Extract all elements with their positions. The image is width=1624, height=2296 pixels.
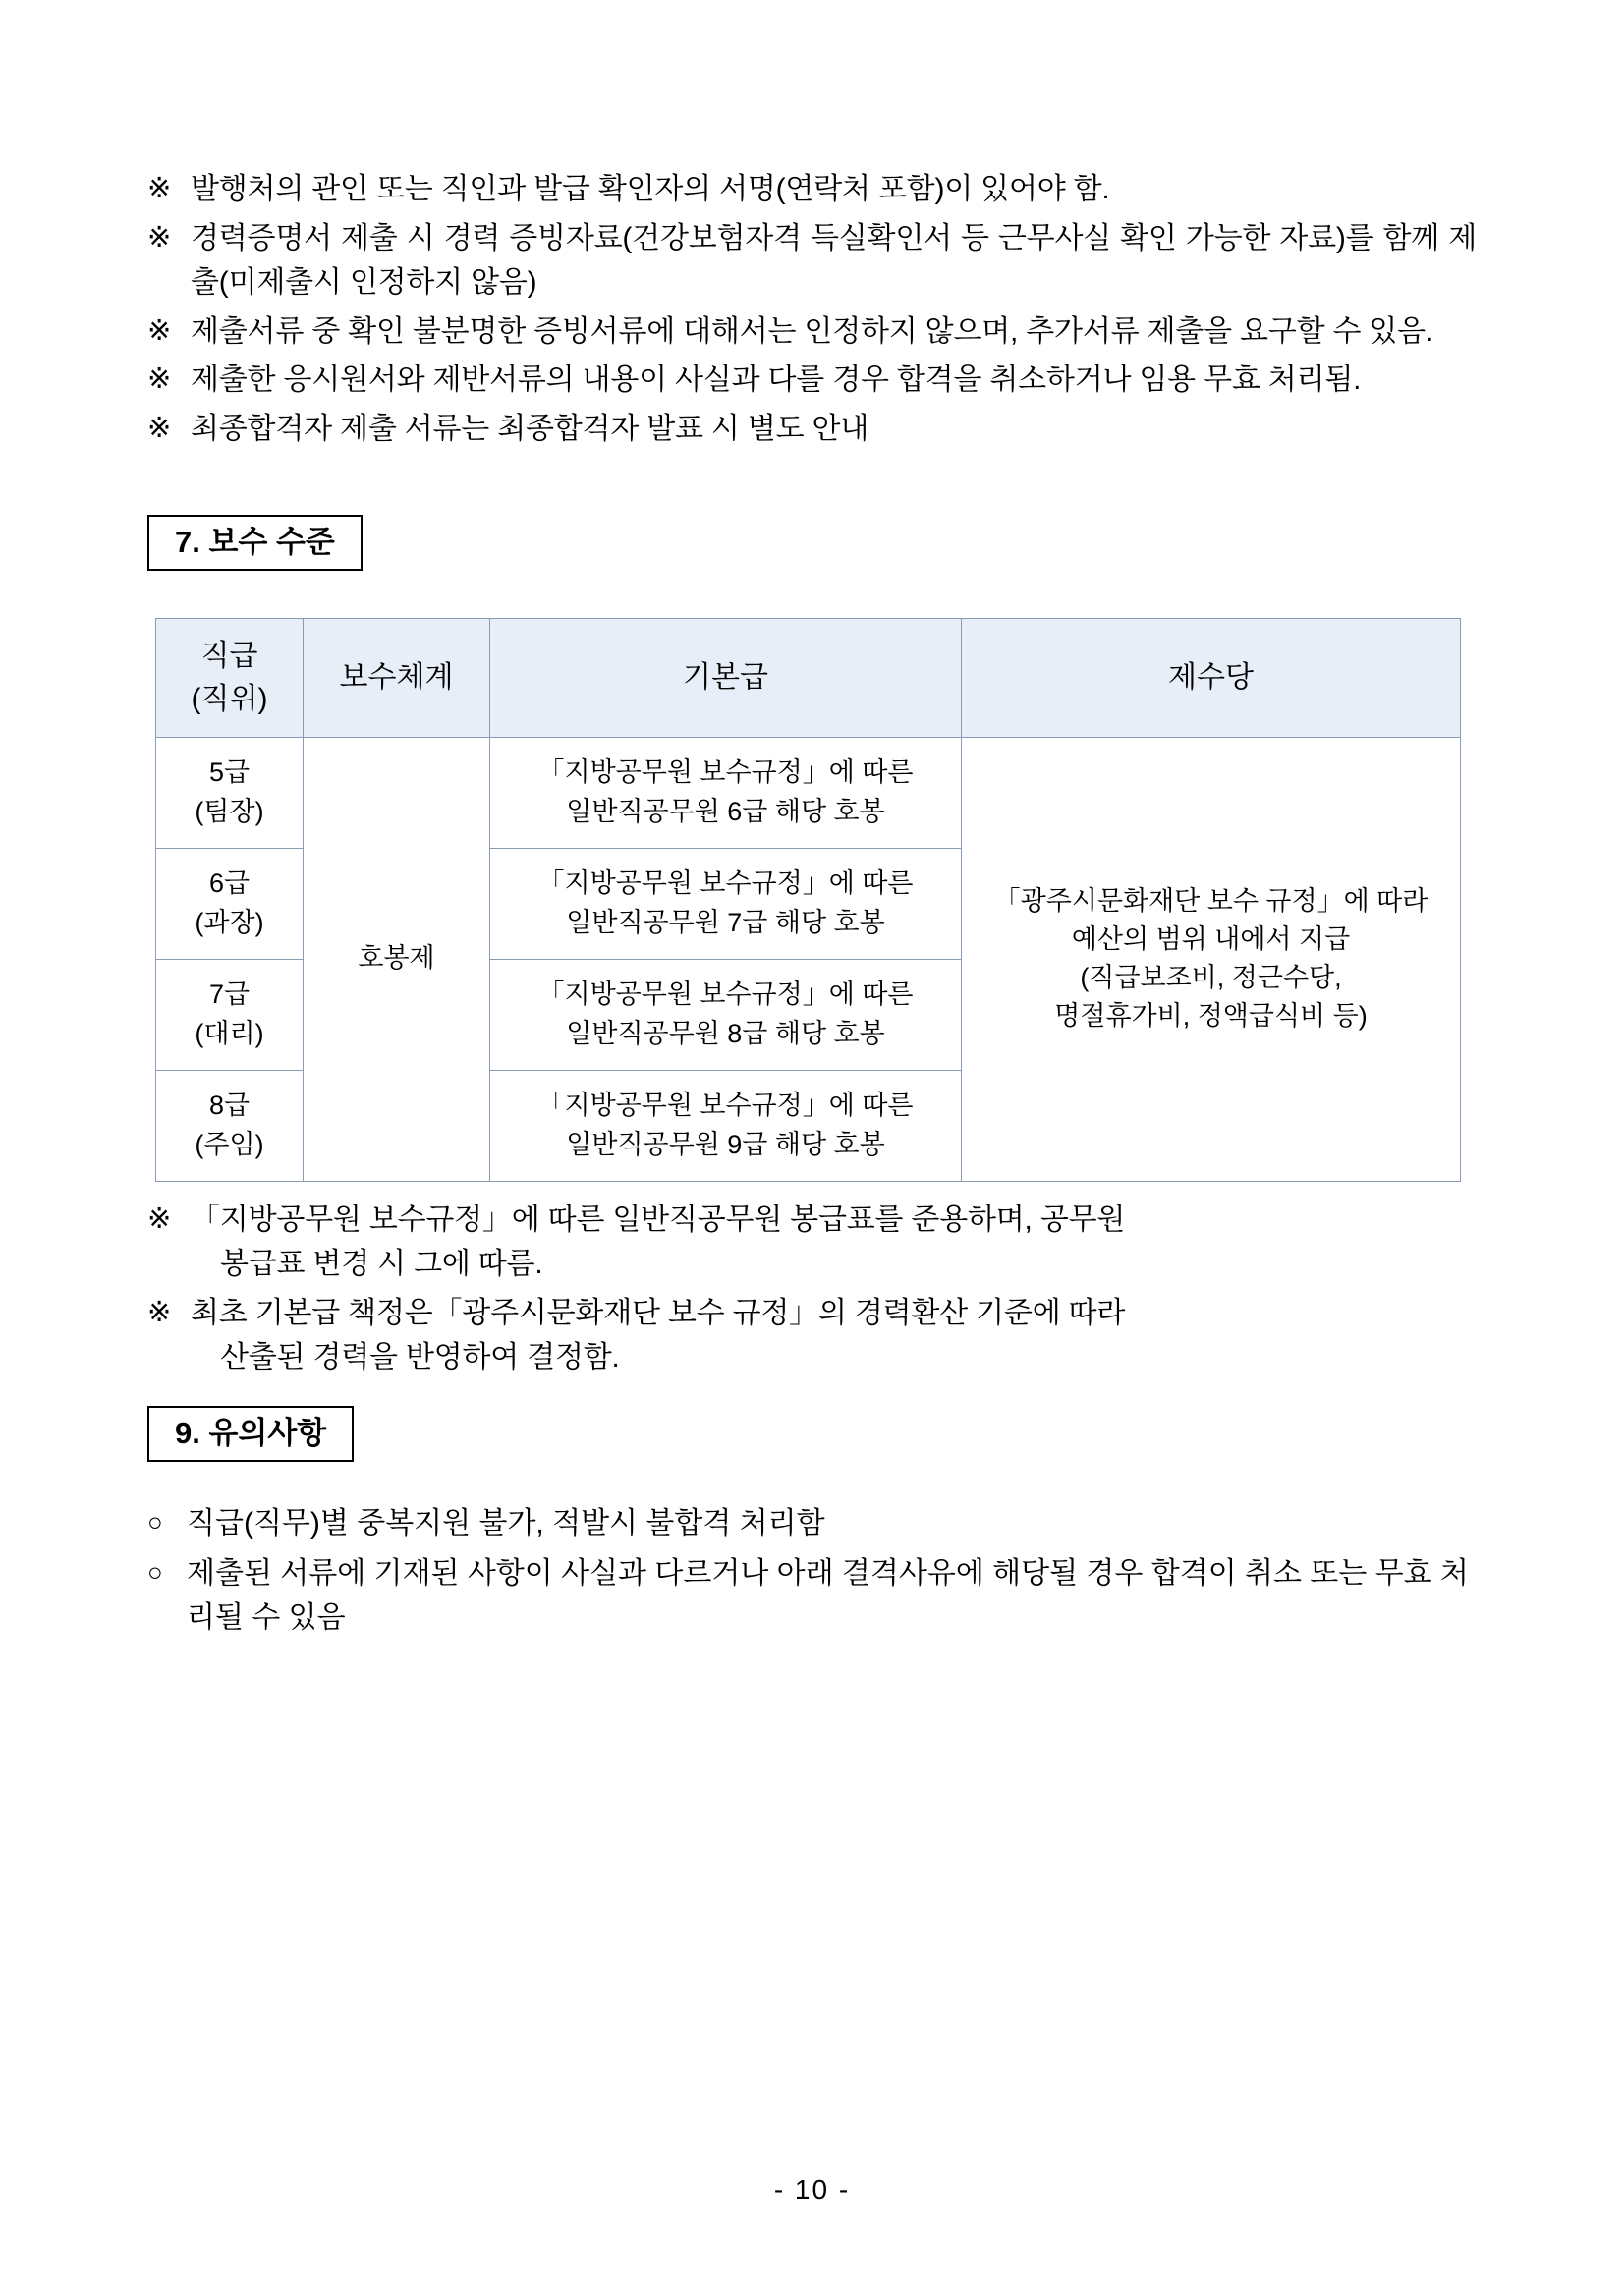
note-text: 최종합격자 제출 서류는 최종합격자 발표 시 별도 안내 [191,412,869,445]
cell-base-pay-line2: 일반직공무원 8급 해당 호봉 [566,1018,885,1048]
list-item [147,1501,1477,1545]
column-header-grade-line2: (직위) [191,682,268,715]
note-text-line2: 봉급표 변경 시 그에 따름. [220,1248,543,1281]
cell-base-pay [490,848,962,959]
note-text: 제출한 응시원서와 제반서류의 내용이 사실과 다를 경우 합격을 취소하거나 임용 무효 처리됨. [191,364,1362,397]
reference-mark-icon: ※ [147,173,172,204]
precautions-list [147,1501,1477,1640]
cell-base-pay-line1: 「지방공무원 보수규정」에 따른 [537,868,914,899]
list-item [147,1551,1477,1640]
cell-allowance [962,737,1461,1181]
cell-grade-line2: (팀장) [195,796,264,826]
cell-base-pay-line1: 「지방공무원 보수규정」에 따른 [537,757,914,788]
cell-grade-line1: 7급 [208,980,251,1010]
cell-base-pay-line2: 일반직공무원 6급 해당 호봉 [566,796,885,826]
column-header-grade [156,618,304,737]
note-item [147,167,1477,212]
cell-grade-line1: 6급 [208,868,251,899]
column-header-allowance: 제수당 [962,618,1461,737]
list-item-text: 제출된 서류에 기재된 사항이 사실과 다르거나 아래 결격사유에 해당될 경우 합격이 취소 또는 무효 처리될 수 있음 [187,1556,1469,1634]
table-row [156,737,1461,848]
cell-grade-line2: (대리) [195,1018,264,1048]
cell-grade-line2: (주임) [195,1129,264,1159]
section-heading-precautions: 9. 유의사항 [147,1406,354,1462]
list-item-text: 직급(직무)별 중복지원 불가, 적발시 불합격 처리함 [187,1506,825,1540]
pay-level-table [155,618,1461,1182]
cell-grade [156,737,304,848]
note-text-line1: 「지방공무원 보수규정」에 따른 일반직공무원 봉급표를 준용하며, 공무원 [191,1203,1126,1236]
table-header-row [156,618,1461,737]
cell-grade [156,1070,304,1181]
cell-grade-line1: 8급 [208,1091,251,1121]
cell-base-pay [490,737,962,848]
note-text-line1: 최초 기본급 책정은「광주시문화재단 보수 규정」의 경력환산 기준에 따라 [191,1296,1126,1329]
note-text: 경력증명서 제출 시 경력 증빙자료(건강보험자격 득실확인서 등 근무사실 확인 가능한 자료)를 함께 제출(미제출시 인정하지 않음) [191,221,1477,300]
cell-base-pay-line2: 일반직공무원 7급 해당 호봉 [566,907,885,937]
top-note-list [147,167,1477,452]
cell-allowance-line1: 「광주시문화재단 보수 규정」에 따라 [993,885,1428,916]
page-number: - 10 - [773,2174,851,2205]
section-heading-pay-level: 7. 보수 수준 [147,515,363,571]
column-header-pay-system: 보수체계 [304,618,490,737]
note-item [147,1291,1477,1380]
reference-mark-icon: ※ [147,314,172,347]
reference-mark-icon: ※ [147,221,172,253]
circle-bullet-icon: ○ [147,1506,163,1537]
note-item [147,309,1477,355]
cell-allowance-line2: 예산의 범위 내에서 지급 [1071,924,1351,954]
cell-pay-system: 호봉제 [304,737,490,1181]
circle-bullet-icon: ○ [147,1556,163,1587]
cell-base-pay [490,1070,962,1181]
cell-grade-line2: (과장) [195,907,264,937]
reference-mark-icon: ※ [147,364,172,396]
note-item [147,407,1477,452]
note-text-line2: 산출된 경력을 반영하여 결정함. [220,1341,620,1374]
note-item [147,358,1477,403]
note-text: 제출서류 중 확인 불분명한 증빙서류에 대해서는 인정하지 않으며, 추가서류 제출을 요구할 수 있음. [191,314,1434,348]
note-text: 발행처의 관인 또는 직인과 발급 확인자의 서명(연락처 포함)이 있어야 함. [191,173,1110,205]
note-item [147,1198,1477,1287]
note-item [147,216,1477,306]
cell-grade-line1: 5급 [208,757,251,788]
cell-allowance-line4: 명절휴가비, 정액급식비 등) [1054,1001,1368,1032]
column-header-base-pay: 기본급 [490,618,962,737]
reference-mark-icon: ※ [147,1296,172,1328]
cell-base-pay [490,959,962,1070]
cell-base-pay-line1: 「지방공무원 보수규정」에 따른 [537,1091,914,1121]
reference-mark-icon: ※ [147,412,172,444]
cell-base-pay-line1: 「지방공무원 보수규정」에 따른 [537,980,914,1010]
cell-base-pay-line2: 일반직공무원 9급 해당 호봉 [566,1129,885,1159]
note-text [191,1198,1477,1287]
cell-grade [156,848,304,959]
pay-note-list [147,1198,1477,1380]
note-text [191,1291,1477,1380]
column-header-grade-line1: 직급 [200,640,258,673]
cell-grade [156,959,304,1070]
cell-allowance-line3: (직급보조비, 정근수당, [1080,963,1342,993]
reference-mark-icon: ※ [147,1203,172,1235]
